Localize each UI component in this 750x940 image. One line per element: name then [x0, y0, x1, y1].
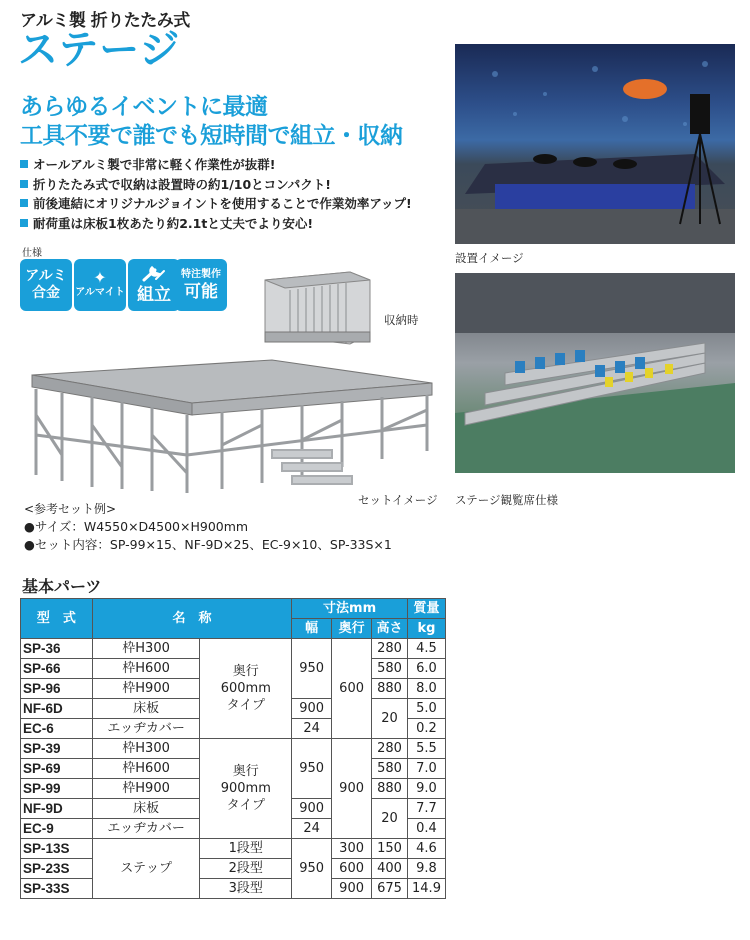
- headline-2: 工具不要で誰でも短時間で組立・収納: [20, 123, 403, 149]
- table-row: SP-96 枠H900 880 8.0: [21, 679, 446, 699]
- header-model: 型 式: [21, 599, 93, 639]
- feature-item: 前後連結にオリジナルジョイントを使用することで作業効率アップ!: [20, 194, 412, 214]
- stage-set-photo: [22, 355, 442, 495]
- storage-photo: [260, 262, 375, 350]
- event-scene: [455, 44, 735, 244]
- bleacher-stage-photo: [455, 273, 735, 473]
- table-row: SP-69 枠H600 580 7.0: [21, 759, 446, 779]
- table-row: NF-6D 床板 900 20 5.0: [21, 699, 446, 719]
- group-type-600: 奥行 600mm タイプ: [200, 639, 292, 739]
- header-dimensions: 寸法mm: [292, 599, 408, 619]
- table-row: SP-33S 3段型 900 675 14.9: [21, 879, 446, 899]
- header-depth: 奥行: [332, 619, 372, 639]
- table-row: EC-6 エッヂカバー 24 0.2: [21, 719, 446, 739]
- storage-caption: 収納時: [384, 313, 419, 327]
- group-type-900: 奥行 900mm タイプ: [200, 739, 292, 839]
- bullet-square-icon: [20, 199, 28, 207]
- feature-item: 折りたたみ式で収納は設置時の約1/10とコンパクト!: [20, 175, 412, 195]
- reference-title: <参考セット例>: [24, 502, 117, 516]
- alumite-badge: ✦ アルマイト: [74, 259, 126, 311]
- header-width: 幅: [292, 619, 332, 639]
- wrench-icon: [141, 265, 167, 285]
- bullet-square-icon: [20, 219, 28, 227]
- header-weight: 質量: [407, 599, 445, 619]
- header-height: 高さ: [372, 619, 408, 639]
- feature-list: [20, 155, 412, 233]
- set-caption: セットイメージ: [358, 493, 438, 507]
- assembly-badge: 組立: [128, 259, 180, 311]
- feature-item: オールアルミ製で非常に軽く作業性が抜群!: [20, 155, 412, 175]
- header-name: 名 称: [92, 599, 291, 639]
- feature-item: 耐荷重は床板1枚あたり約2.1tと丈夫でより安心!: [20, 214, 412, 234]
- table-row: SP-99 枠H900 880 9.0: [21, 779, 446, 799]
- table-row: EC-9 エッヂカバー 24 0.4: [21, 819, 446, 839]
- table-row: SP-13S ステップ 1段型 950 300 150 4.6: [21, 839, 446, 859]
- table-row: SP-36 枠H300 奥行 600mm タイプ 950 600 280 4.5: [21, 639, 446, 659]
- parts-table: [20, 598, 446, 899]
- table-row: SP-39 枠H300 奥行 900mm タイプ 950 900 280 5.5: [21, 739, 446, 759]
- header-weight-unit: kg: [407, 619, 445, 639]
- headline-1: あらゆるイベントに最適: [20, 94, 268, 120]
- event-caption: 設置イメージ: [455, 251, 524, 265]
- sparkle-icon: ✦: [93, 268, 107, 287]
- bullet-square-icon: [20, 160, 28, 168]
- table-row: NF-9D 床板 900 20 7.7: [21, 799, 446, 819]
- spec-label: 仕様: [22, 248, 42, 259]
- bullet-square-icon: [20, 180, 28, 188]
- reference-size: ●サイズ：W4550×D4500×H900mm: [24, 519, 249, 534]
- table-row: SP-66 枠H600 580 6.0: [21, 659, 446, 679]
- bleacher-scene: [455, 273, 735, 473]
- parts-title: 基本パーツ: [22, 577, 102, 596]
- event-stage-photo: [455, 44, 735, 244]
- product-title: ステージ: [18, 27, 181, 73]
- custom-order-badge: 特注製作 可能: [175, 259, 227, 311]
- aluminum-alloy-badge: アルミ 合金: [20, 259, 72, 311]
- product-subtitle: アルミ製 折りたたみ式: [20, 11, 190, 31]
- reference-contents: ●セット内容：SP-99×15、NF-9D×25、EC-9×10、SP-33S×1: [24, 537, 392, 552]
- table-row: SP-23S 2段型 600 400 9.8: [21, 859, 446, 879]
- bleacher-caption: ステージ観覧席仕様: [455, 493, 559, 507]
